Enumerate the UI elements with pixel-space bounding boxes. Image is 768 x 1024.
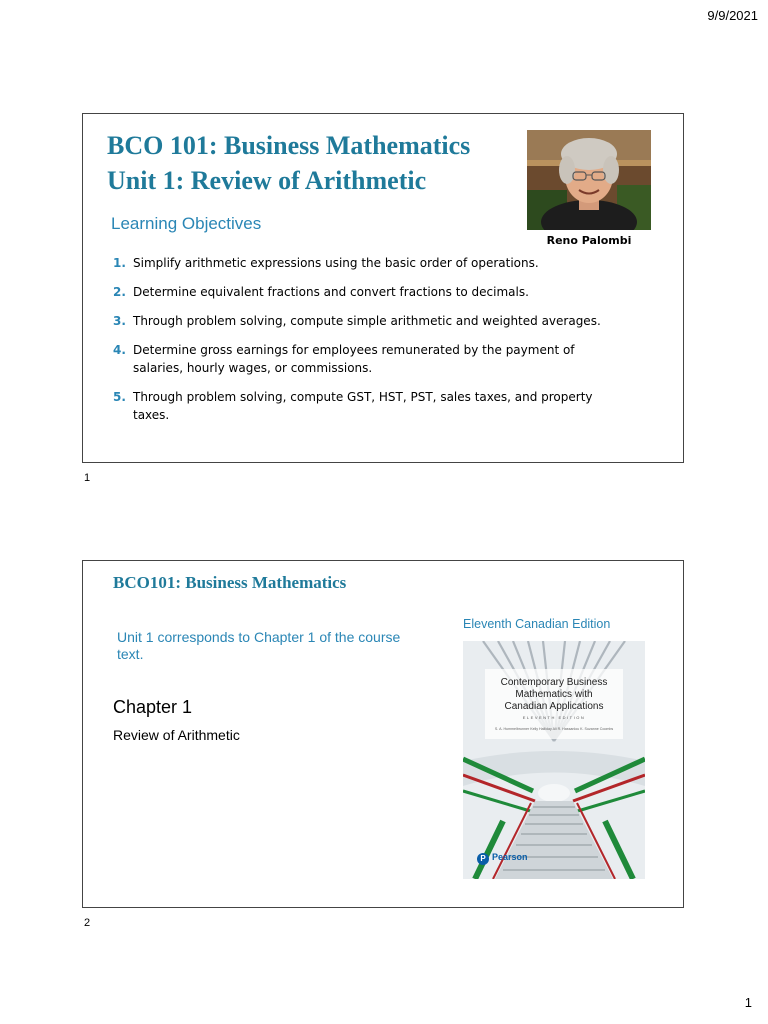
presenter-name: Reno Palombi xyxy=(546,234,632,247)
textbook-cover xyxy=(463,641,645,879)
slide-1-number: 1 xyxy=(84,472,91,484)
course-text-note: Unit 1 corresponds to Chapter 1 of the course text. xyxy=(117,629,401,662)
objective-number: 4. xyxy=(113,343,126,357)
print-date: 9/9/2021 xyxy=(707,8,758,23)
presenter-portrait-image xyxy=(527,130,651,230)
objective-text: Through problem solving, compute GST, HST, PST, sales taxes, and property taxes. xyxy=(133,390,593,422)
textbook-title-line-1: Contemporary Business xyxy=(500,677,608,688)
slide-2 xyxy=(82,560,684,908)
objective-number: 3. xyxy=(113,314,126,328)
objective-item xyxy=(113,312,613,330)
textbook-title xyxy=(463,677,645,713)
objective-item xyxy=(113,388,613,424)
pearson-logo-icon: P xyxy=(477,853,489,865)
slide-1-title xyxy=(107,128,470,198)
chapter-heading: Chapter 1 xyxy=(113,697,193,717)
learning-objectives-heading: Learning Objectives xyxy=(111,214,262,233)
page-number: 1 xyxy=(744,995,752,1010)
slide-1 xyxy=(82,113,684,463)
presenter-photo xyxy=(527,130,651,230)
objective-number: 1. xyxy=(113,256,126,270)
publisher-name: Pearson xyxy=(492,852,528,862)
objective-text: Determine gross earnings for employees remunerated by the payment of salaries, hourly wages, or commissions. xyxy=(133,343,575,375)
slide-1-title-line-1: BCO 101: Business Mathematics xyxy=(107,131,471,160)
textbook-title-line-2: Mathematics with xyxy=(515,689,593,700)
objective-number: 5. xyxy=(113,390,126,404)
objective-text: Determine equivalent fractions and convert fractions to decimals. xyxy=(133,285,529,299)
learning-objectives-list xyxy=(113,254,613,435)
objective-item xyxy=(113,341,613,377)
slide-1-title-line-2: Unit 1: Review of Arithmetic xyxy=(107,166,427,195)
slide-2-number: 2 xyxy=(84,917,91,929)
chapter-subtitle: Review of Arithmetic xyxy=(113,727,240,743)
textbook-edition-banner: ELEVENTH EDITION xyxy=(522,715,586,720)
objective-item xyxy=(113,283,613,301)
objective-number: 2. xyxy=(113,285,126,299)
objective-text: Simplify arithmetic expressions using the basic order of operations. xyxy=(133,256,539,270)
textbook-title-line-3: Canadian Applications xyxy=(504,701,604,712)
objective-item xyxy=(113,254,613,272)
textbook-authors: S. A. Hummelbrunner Kelly Halliday Ali R. Hassanlou K. Suzanne Coombs xyxy=(494,727,614,731)
objective-text: Through problem solving, compute simple arithmetic and weighted averages. xyxy=(133,314,601,328)
slide-2-title: BCO101: Business Mathematics xyxy=(113,573,347,592)
edition-label: Eleventh Canadian Edition xyxy=(463,617,611,631)
